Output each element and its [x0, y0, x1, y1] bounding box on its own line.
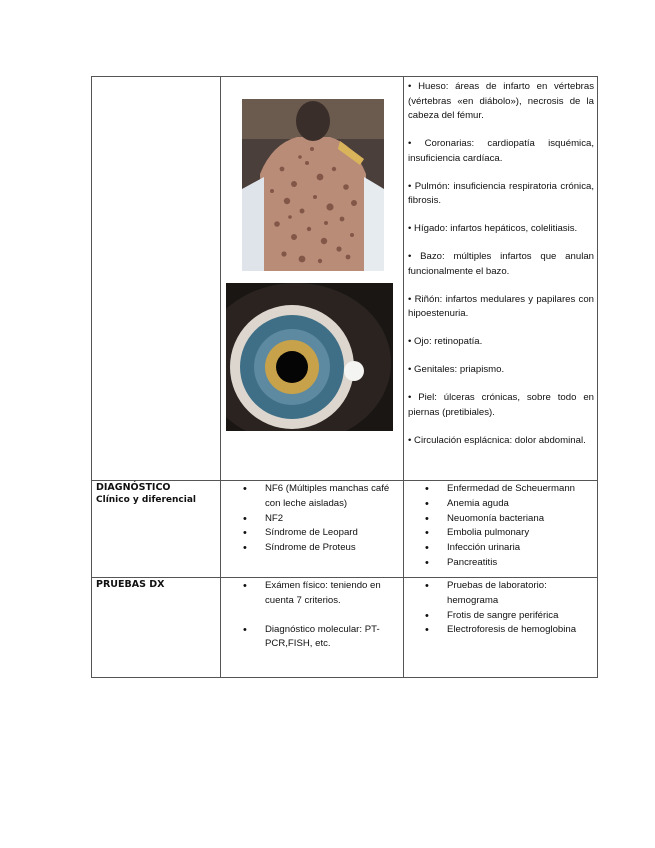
list-item: • Síndrome de Leopard [265, 526, 395, 541]
iris-image [226, 283, 393, 431]
organ-item: • Coronarias: cardiopatía isquémica, insuficiencia cardíaca. [408, 138, 594, 164]
diagnostico-title: DIAGNÓSTICO [96, 482, 171, 493]
list-item: • NF6 (Múltiples manchas café con leche aisladas) [265, 482, 395, 512]
list-item: • NF2 [265, 512, 395, 527]
list-item: • Anemia aguda [447, 497, 597, 512]
list-item: • Embolia pulmonary [447, 526, 597, 541]
diagnostico-label [96, 481, 196, 507]
pruebas-col2-list [265, 579, 395, 652]
list-item: • Diagnóstico molecular: PT-PCR,FISH, etc. [265, 623, 395, 653]
list-item: • Pruebas de laboratorio: hemograma [447, 579, 597, 609]
pruebas-label [96, 578, 164, 591]
diagnostico-diferencial-cell [447, 482, 597, 571]
organ-complications-list [408, 80, 594, 448]
organ-item: • Pulmón: insuficiencia respiratoria crónica, fibrosis. [408, 180, 594, 206]
pruebas-col3-list [447, 579, 597, 638]
organ-item: • Hígado: infartos hepáticos, colelitiasis. [408, 223, 578, 234]
pruebas-title: PRUEBAS DX [96, 579, 165, 590]
organ-item: • Circulación esplácnica: dolor abdominal. [408, 434, 586, 446]
column-divider-1 [220, 77, 221, 677]
back-skin-photo [242, 99, 384, 271]
diagnostico-clinico-cell [265, 482, 395, 556]
organ-item: • Bazo: múltiples infartos que anulan funcionalmente el bazo. [408, 251, 594, 277]
content-table [91, 76, 598, 678]
organ-item: • Hueso: áreas de infarto en vértebras (vértebras «en diábolo»), necrosis de la cabeza del fémur. [408, 81, 594, 121]
diagnostico-clinico-list [265, 482, 395, 556]
diagnostico-subtitle: Clínico y diferencial [96, 495, 196, 505]
list-item: • Neuomonía bacteriana [447, 512, 597, 527]
pruebas-col2-cell [265, 579, 395, 652]
back-skin-image [242, 99, 384, 271]
pruebas-col3-cell [447, 579, 597, 638]
organ-item: • Genitales: priapismo. [408, 364, 505, 375]
list-item: • Síndrome de Proteus [265, 541, 395, 556]
eye-iris-photo [226, 283, 393, 431]
row-divider-2 [92, 577, 597, 578]
list-item: • Electroforesis de hemoglobina [447, 623, 597, 638]
organ-item: • Piel: úlceras crónicas, sobre todo en piernas (pretibiales). [408, 392, 594, 418]
list-item: • Exámen físico: teniendo en cuenta 7 criterios. [265, 579, 395, 609]
list-item: • Infección urinaria [447, 541, 597, 556]
list-item: • Pancreatitis [447, 556, 597, 571]
organ-item: • Ojo: retinopatía. [408, 336, 483, 347]
column-divider-2 [403, 77, 404, 677]
organ-item: • Riñón: infartos medulares y papilares con hipoestenuria. [408, 293, 594, 319]
diagnostico-diferencial-list [447, 482, 597, 571]
list-item: • Frotis de sangre periférica [447, 609, 597, 624]
list-item: • Enfermedad de Scheuermann [447, 482, 597, 497]
